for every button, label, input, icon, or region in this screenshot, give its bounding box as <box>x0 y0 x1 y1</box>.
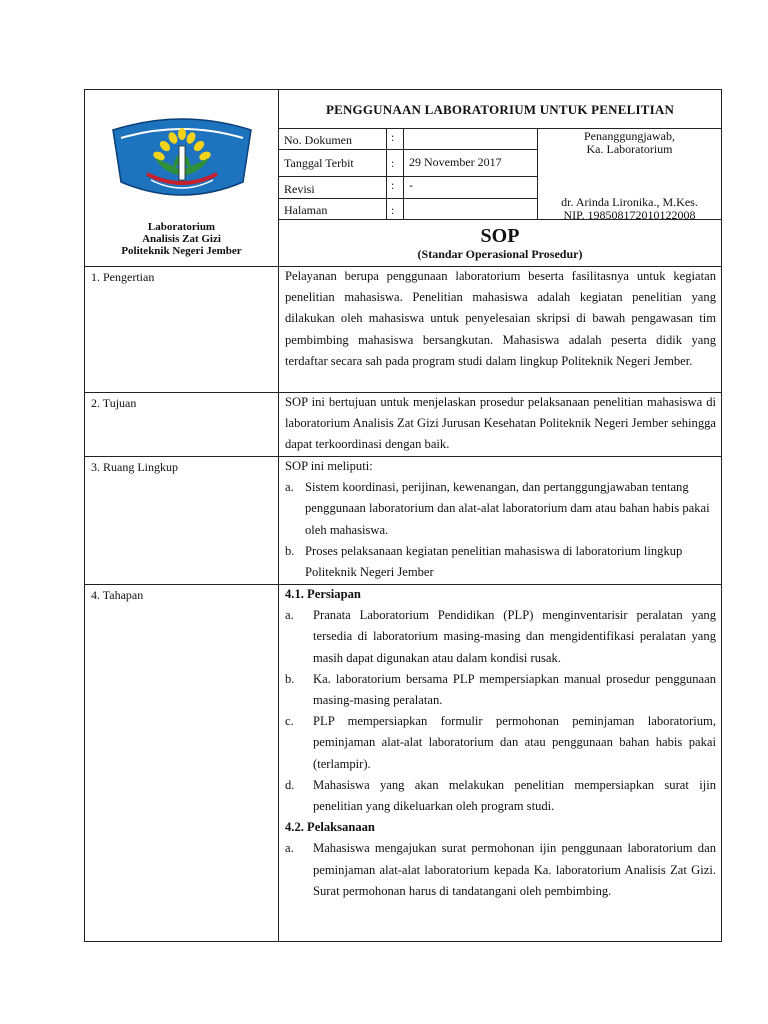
sop-title: SOP <box>480 225 520 247</box>
list-marker: d. <box>285 777 295 792</box>
responsible-name: dr. Arinda Lironika., M.Kes. <box>561 195 698 209</box>
field-value-tanggal-terbit: 29 November 2017 <box>409 155 502 169</box>
section-text-tahapan <box>285 584 716 902</box>
list-marker: a. <box>285 608 294 623</box>
field-label-revisi: Revisi <box>284 182 315 196</box>
list-text: PLP mempersiapkan formulir permohonan peminjaman laboratorium, peminjaman alat-alat laboratorium dan atau penggunaan bahan habis pakai (terlampir). <box>313 714 716 771</box>
tujuan-paragraph: SOP ini bertujuan untuk menjelaskan prosedur pelaksanaan penelitian mahasiswa di laboratorium Analisis Zat Gizi Jurusan Kesehatan Politeknik Negeri Jember sehingga dapat terkoordinasi dengan baik. <box>285 395 716 452</box>
section-label-ruang-lingkup: 3. Ruang Lingkup <box>91 460 178 474</box>
field-row-divider <box>278 198 537 199</box>
sop-subtitle: (Standar Operasional Prosedur) <box>417 247 583 261</box>
pengertian-paragraph: Pelayanan berupa penggunaan laboratorium beserta fasilitasnya untuk kegiatan penelitian mahasiswa. Penelitian mahasiswa adalah kegiatan penelitian yang dilakukan oleh mahasiswa untuk penyelesaian skripsi di bawah pengawasan tim pembimbing mahasiswa bersangkutan. Mahasiswa adalah peserta didik yang terdaftar secara sah pada program studi dalam lingkup Politeknik Negeri Jember. <box>285 269 716 368</box>
list-text: Sistem koordinasi, perijinan, kewenangan, dan pertanggungjawaban tentang penggunaan laboratorium dan alat-alat laboratorium dam atau bahan habis pakai oleh mahasiswa. <box>305 480 710 537</box>
responsible-role <box>537 130 722 156</box>
ruang-intro: SOP ini meliputi: <box>285 459 373 473</box>
list-item <box>285 669 716 711</box>
responsible-role-line2: Ka. Laboratorium <box>586 142 673 156</box>
section-label-pengertian: 1. Pengertian <box>91 270 155 284</box>
list-marker: b. <box>285 671 295 686</box>
section-label-tahapan: 4. Tahapan <box>91 588 144 602</box>
list-text: Proses pelaksanaan kegiatan penelitian mahasiswa di laboratorium lingkup Politeknik Negeri Jember <box>305 543 683 580</box>
list-text: Pranata Laboratorium Pendidikan (PLP) menginventarisir peralatan yang tersedia di laboratorium masing-masing dan mengidentifikasi peralatan yang masih dapat digunakan atau dalam kondisi rusak. <box>313 608 716 665</box>
org-line-2: Analisis Zat Gizi <box>142 233 221 245</box>
list-marker: b. <box>285 543 295 558</box>
section-label-tujuan: 2. Tujuan <box>91 396 137 410</box>
field-row-divider <box>278 149 537 150</box>
list-marker: c. <box>285 714 294 729</box>
field-sep: : <box>391 156 395 170</box>
field-value-revisi: - <box>409 178 413 192</box>
field-row-divider <box>278 176 537 177</box>
responsible-signature <box>537 196 722 222</box>
responsible-nip: NIP. 198508172010122008 <box>563 208 696 222</box>
section-text-ruang-lingkup <box>285 456 716 583</box>
list-item <box>285 605 716 669</box>
subsection-title-persiapan: 4.1. Persiapan <box>285 587 361 601</box>
responsible-role-line1: Penanggungjawab, <box>584 129 675 143</box>
list-text: Mahasiswa yang akan melakukan penelitian mempersiapkan surat ijin penelitian yang dikeluarkan oleh program studi. <box>313 777 716 814</box>
field-label-tanggal-terbit: Tanggal Terbit <box>284 156 354 170</box>
page-title: PENGGUNAAN LABORATORIUM UNTUK PENELITIAN <box>325 102 675 117</box>
list-text: Mahasiswa mengajukan surat permohonan ijin penggunaan laboratorium dan peminjaman alat-alat laboratorium kepada Ka. laboratorium Analisis Zat Gizi. Surat permohonan harus di tandatangani oleh pembimbing. <box>313 841 716 898</box>
org-line-3: Politeknik Negeri Jember <box>121 245 242 257</box>
field-label-no-dokumen: No. Dokumen <box>284 133 352 147</box>
org-line-1: Laboratorium <box>147 221 216 233</box>
column-divider <box>278 90 279 942</box>
list-item <box>285 775 716 817</box>
sop-document <box>84 89 722 942</box>
list-marker: a. <box>285 480 294 495</box>
list-item <box>285 838 716 902</box>
list-item <box>285 477 716 541</box>
polije-logo <box>107 112 257 202</box>
field-sep: : <box>391 178 395 192</box>
field-sep: : <box>391 203 395 217</box>
list-item <box>285 711 716 775</box>
list-marker: a. <box>285 841 294 856</box>
list-item <box>285 541 716 583</box>
section-text-pengertian <box>285 266 716 372</box>
field-label-halaman: Halaman <box>284 203 328 217</box>
field-sep: : <box>391 130 395 144</box>
field-label-divider <box>386 128 387 219</box>
org-caption <box>85 221 278 257</box>
field-sep-divider <box>403 128 404 219</box>
subsection-title-pelaksanaan: 4.2. Pelaksanaan <box>285 820 375 835</box>
list-text: Ka. laboratorium bersama PLP mempersiapkan manual prosedur penggunaan masing-masing peralatan. <box>313 671 716 708</box>
section-text-tujuan <box>285 392 716 456</box>
